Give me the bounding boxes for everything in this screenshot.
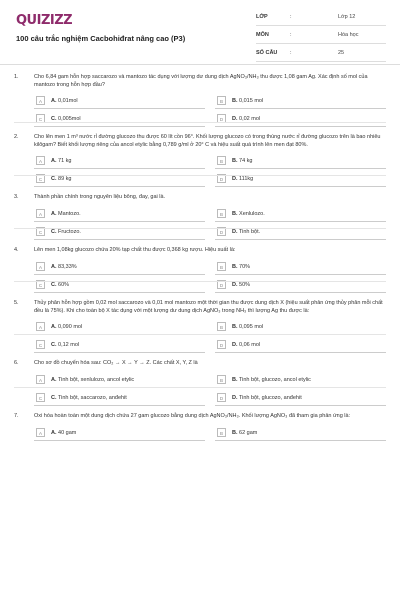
question-divider bbox=[14, 122, 386, 123]
option-key-box: B bbox=[217, 156, 226, 165]
option-key-box: D bbox=[217, 393, 226, 402]
meta-colon: : bbox=[290, 50, 292, 56]
option-letter: D. bbox=[232, 229, 238, 235]
option-value: 62 gam bbox=[239, 430, 258, 436]
option-key-box: C bbox=[36, 174, 45, 183]
option-text bbox=[51, 98, 78, 104]
option-text bbox=[51, 430, 76, 436]
option-key-box: B bbox=[217, 96, 226, 105]
quizizz-logo: QUIZIZZ bbox=[16, 13, 73, 28]
question-text: Cho sơ đồ chuyển hóa sau: CO₂ → X → Y → Z. Các chất X, Y, Z là bbox=[34, 360, 198, 366]
option-key-box: A bbox=[36, 375, 45, 384]
option-text bbox=[232, 176, 253, 182]
option-letter: C. bbox=[51, 342, 57, 348]
option-key-box: A bbox=[36, 262, 45, 271]
meta-value: Hóa học bbox=[338, 32, 359, 38]
question-divider bbox=[14, 281, 386, 282]
question-text: Thành phần chính trong nguyên liệu bông, đay, gai là. bbox=[34, 194, 166, 200]
option-value: 0,06 mol bbox=[239, 342, 261, 348]
option-letter: C. bbox=[51, 176, 57, 182]
question-text: Cho lên men 1 m³ nước rỉ đường glucozo thu được 60 lít cồn 96°. Khối lượng glucozo có trong thùng nước rỉ đường glucozo trên là bao nhiêu kilôgam? Biết khối lượng riêng của ancol etylic bằng 0,789 g/ml ở 20° C và hiệu suất quá trình lên men đạt 80%. bbox=[34, 134, 381, 148]
option-letter: B. bbox=[232, 264, 238, 270]
option-text bbox=[51, 342, 79, 348]
answer-option[interactable] bbox=[34, 427, 205, 441]
option-letter: B. bbox=[232, 324, 238, 330]
question-number: 5. bbox=[14, 300, 19, 306]
option-text bbox=[232, 98, 263, 104]
option-letter: A. bbox=[51, 264, 57, 270]
option-value: 0,12 mol bbox=[58, 342, 80, 348]
option-value: Fructozo. bbox=[58, 229, 81, 235]
option-key-box: B bbox=[217, 428, 226, 437]
option-letter: B. bbox=[232, 98, 238, 104]
answer-option[interactable] bbox=[215, 113, 386, 127]
option-letter: A. bbox=[51, 158, 57, 164]
option-value: 60% bbox=[58, 282, 70, 288]
option-key-box: B bbox=[217, 209, 226, 218]
answer-options bbox=[34, 374, 386, 406]
option-key-box: D bbox=[217, 114, 226, 123]
question-number: 7. bbox=[14, 413, 19, 419]
option-key-box: A bbox=[36, 209, 45, 218]
question-divider bbox=[14, 175, 386, 176]
meta-row bbox=[256, 46, 386, 62]
answer-options bbox=[34, 261, 386, 293]
option-value: Tinh bột, saccarozo, anđehit bbox=[57, 395, 127, 401]
meta-colon: : bbox=[290, 32, 292, 38]
option-letter: D. bbox=[232, 282, 238, 288]
option-letter: A. bbox=[51, 377, 57, 383]
option-text bbox=[51, 176, 72, 182]
meta-label: SỐ CÂU bbox=[256, 50, 278, 56]
option-letter: D. bbox=[232, 176, 238, 182]
worksheet-meta bbox=[256, 10, 386, 64]
option-letter: A. bbox=[51, 430, 57, 436]
option-text bbox=[51, 158, 72, 164]
worksheet-title: 100 câu trắc nghiệm Cacbohiđrat nâng cao (P3) bbox=[16, 34, 186, 43]
option-value: 40 gam bbox=[58, 430, 77, 436]
option-letter: A. bbox=[51, 211, 57, 217]
option-text bbox=[51, 282, 69, 288]
answer-option[interactable] bbox=[215, 339, 386, 353]
option-value: 74 kg bbox=[239, 158, 253, 164]
meta-label: MÔN bbox=[256, 32, 269, 38]
answer-options bbox=[34, 208, 386, 240]
option-value: 0,090 mol bbox=[58, 324, 83, 330]
option-value: Tinh bột, glucozo, anđehit bbox=[238, 395, 302, 401]
option-key-box: A bbox=[36, 322, 45, 331]
question-text: Cho 6,84 gam hỗn hợp saccarozo và mantozo tác dụng với lượng dư dung dịch AgNO₃/NH₃ thu được 1,08 gam Ag. Xác định số mol của mantozo trong hỗn hợp đầu? bbox=[34, 74, 368, 88]
option-text bbox=[232, 264, 250, 270]
answer-option[interactable] bbox=[34, 339, 205, 353]
option-key-box: D bbox=[217, 280, 226, 289]
option-value: 0,015 mol bbox=[239, 98, 264, 104]
answer-option[interactable] bbox=[34, 392, 205, 406]
option-value: 0,095 mol bbox=[239, 324, 264, 330]
question-item bbox=[0, 194, 400, 240]
option-key-box: D bbox=[217, 227, 226, 236]
option-text bbox=[51, 229, 81, 235]
question-list bbox=[0, 74, 400, 448]
option-value: 0,005mol bbox=[58, 116, 81, 122]
option-value: 0,01mol bbox=[58, 98, 78, 104]
answer-options bbox=[34, 427, 386, 441]
option-letter: B. bbox=[232, 158, 238, 164]
option-letter: C. bbox=[51, 116, 57, 122]
answer-option[interactable] bbox=[215, 95, 386, 109]
answer-option[interactable] bbox=[215, 321, 386, 335]
option-value: 70% bbox=[239, 264, 251, 270]
question-divider bbox=[14, 387, 386, 388]
option-letter: C. bbox=[51, 282, 57, 288]
question-item bbox=[0, 247, 400, 293]
answer-option[interactable] bbox=[215, 155, 386, 169]
answer-option[interactable] bbox=[34, 95, 205, 109]
answer-option[interactable] bbox=[34, 113, 205, 127]
option-value: 89 kg bbox=[58, 176, 72, 182]
option-value: 0,02 mol bbox=[239, 116, 261, 122]
option-letter: D. bbox=[232, 342, 238, 348]
option-key-box: B bbox=[217, 262, 226, 271]
option-text bbox=[232, 211, 265, 217]
option-text bbox=[232, 229, 260, 235]
question-item bbox=[0, 74, 400, 127]
option-value: 83,33% bbox=[58, 264, 77, 270]
question-number: 3. bbox=[14, 194, 19, 200]
option-text bbox=[232, 282, 250, 288]
option-key-box: B bbox=[217, 322, 226, 331]
answer-options bbox=[34, 321, 386, 353]
option-value: Mantozo. bbox=[58, 211, 81, 217]
meta-colon: : bbox=[290, 14, 292, 20]
option-value: Tinh bột, glucozo, ancol etylic bbox=[238, 377, 311, 383]
option-key-box: C bbox=[36, 393, 45, 402]
question-item bbox=[0, 300, 400, 353]
option-key-box: C bbox=[36, 280, 45, 289]
option-letter: B. bbox=[232, 377, 238, 383]
question-divider bbox=[14, 334, 386, 335]
option-letter: D. bbox=[232, 116, 238, 122]
question-number: 4. bbox=[14, 247, 19, 253]
question-item bbox=[0, 360, 400, 406]
question-number: 2. bbox=[14, 134, 19, 140]
option-key-box: A bbox=[36, 156, 45, 165]
answer-option[interactable] bbox=[34, 208, 205, 222]
option-text bbox=[51, 324, 82, 330]
answer-option[interactable] bbox=[215, 392, 386, 406]
option-key-box: C bbox=[36, 114, 45, 123]
option-key-box: D bbox=[217, 174, 226, 183]
question-item bbox=[0, 413, 400, 441]
option-text bbox=[232, 430, 257, 436]
option-letter: A. bbox=[51, 98, 57, 104]
answer-option[interactable] bbox=[215, 261, 386, 275]
option-value: 71 kg bbox=[58, 158, 72, 164]
option-value: 50% bbox=[239, 282, 251, 288]
option-text bbox=[51, 264, 77, 270]
option-key-box: D bbox=[217, 340, 226, 349]
option-key-box: C bbox=[36, 227, 45, 236]
option-letter: C. bbox=[51, 395, 57, 401]
option-letter: B. bbox=[232, 430, 238, 436]
option-key-box: A bbox=[36, 428, 45, 437]
option-value: 111kg bbox=[239, 176, 254, 182]
meta-row bbox=[256, 10, 386, 26]
option-text bbox=[232, 377, 311, 383]
option-text bbox=[51, 395, 127, 401]
question-number: 1. bbox=[14, 74, 19, 80]
question-number: 6. bbox=[14, 360, 19, 366]
option-text bbox=[232, 395, 302, 401]
option-value: Tinh bột. bbox=[238, 229, 261, 235]
option-text bbox=[232, 158, 253, 164]
option-text bbox=[232, 324, 263, 330]
meta-value: 25 bbox=[338, 50, 345, 56]
answer-option[interactable] bbox=[215, 374, 386, 388]
meta-value: Lớp 12 bbox=[338, 14, 356, 20]
answer-option[interactable] bbox=[34, 374, 205, 388]
question-divider bbox=[14, 228, 386, 229]
option-text bbox=[51, 377, 134, 383]
answer-options bbox=[34, 155, 386, 187]
option-letter: A. bbox=[51, 324, 57, 330]
option-key-box: B bbox=[217, 375, 226, 384]
option-letter: C. bbox=[51, 229, 57, 235]
answer-option[interactable] bbox=[34, 321, 205, 335]
answer-option[interactable] bbox=[215, 208, 386, 222]
option-key-box: C bbox=[36, 340, 45, 349]
answer-option[interactable] bbox=[34, 261, 205, 275]
meta-label: LỚP bbox=[256, 14, 268, 20]
question-text: Oxi hóa hoàn toàn một dung dịch chứa 27 gam glucozo bằng dung dịch AgNO₃/NH₃. Khối lượng AgNO₃ đã tham gia phản ứng là: bbox=[34, 413, 351, 419]
option-letter: B. bbox=[232, 211, 238, 217]
question-text: Lên men 1,08kg glucozo chứa 20% tạp chất thu được 0,368 kg rượu. Hiệu suất là: bbox=[34, 247, 236, 253]
meta-row bbox=[256, 28, 386, 44]
answer-option[interactable] bbox=[215, 427, 386, 441]
answer-option[interactable] bbox=[34, 155, 205, 169]
question-item bbox=[0, 134, 400, 187]
option-value: Xenlulozo. bbox=[239, 211, 265, 217]
question-text: Thủy phân hỗn hợp gồm 0,02 mol saccarozo và 0,01 mol mantozo một thời gian thu được dung dịch X (hiệu suất phản ứng thủy phân mỗi chất đều là 75%). Khi cho toàn bộ X tác dụng với một lượng dư dung dịch AgNO₃ trong NH₃ thì lượng Ag thu được là: bbox=[34, 300, 383, 314]
option-value: Tinh bột, xenlulozo, ancol etylic bbox=[57, 377, 135, 383]
option-text bbox=[232, 342, 260, 348]
worksheet-header bbox=[0, 0, 400, 65]
option-letter: D. bbox=[232, 395, 238, 401]
option-text bbox=[51, 211, 81, 217]
option-key-box: A bbox=[36, 96, 45, 105]
